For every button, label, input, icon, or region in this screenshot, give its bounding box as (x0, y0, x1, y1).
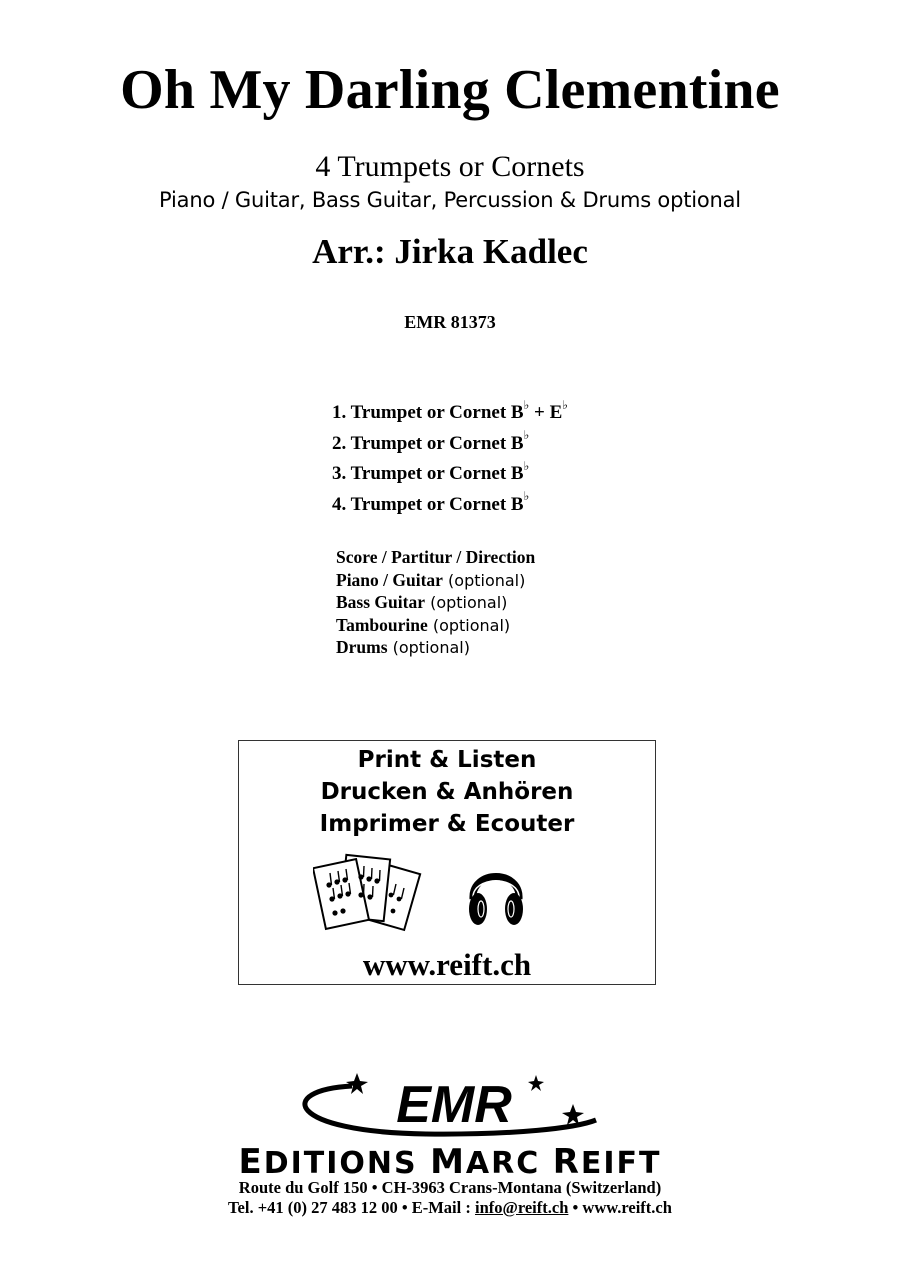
part-item: 3. Trumpet or Cornet B♭ (332, 458, 530, 484)
extra-item: Score / Partitur / Direction (336, 547, 536, 567)
brand-name: EDITIONS MARC REIFT (238, 1142, 662, 1182)
promo-line-print-listen: Print & Listen (357, 747, 537, 773)
sheet-music-icon (313, 851, 425, 941)
email-link[interactable]: info@reift.ch (474, 1198, 569, 1217)
extra-item: Drums (optional) (336, 637, 470, 658)
part-item: 4. Trumpet or Cornet B♭ (332, 489, 530, 515)
promo-url-link[interactable]: www.reift.ch (362, 947, 532, 982)
part-item: 1. Trumpet or Cornet B♭ + E♭ (332, 397, 568, 423)
publisher-contact: Tel. +41 (0) 27 483 12 00 • E-Mail : info@reift.ch • www.reift.ch (228, 1198, 672, 1217)
parts-list (332, 397, 568, 522)
emr-logo (236, 1072, 666, 1144)
arranger: Arr.: Jirka Kadlec (312, 232, 588, 271)
catalog-number: EMR 81373 (404, 312, 496, 332)
part-item: 2. Trumpet or Cornet B♭ (332, 428, 530, 454)
promo-line-imprimer: Imprimer & Ecouter (319, 811, 575, 837)
page-title: Oh My Darling Clementine (120, 59, 780, 121)
headphones-icon (465, 855, 527, 931)
extra-item: Tambourine (optional) (336, 614, 511, 635)
subtitle: 4 Trumpets or Cornets (315, 150, 585, 183)
optional-instruments: Piano / Guitar, Bass Guitar, Percussion & Drums optional (159, 188, 741, 212)
publisher-address: Route du Golf 150 • CH-3963 Crans-Montana (Switzerland) (238, 1178, 662, 1197)
extra-item: Bass Guitar (optional) (336, 592, 508, 613)
extra-parts-list (336, 546, 535, 659)
svg-text:EMR: EMR (396, 1076, 512, 1134)
promo-line-drucken: Drucken & Anhören (320, 779, 574, 805)
extra-item: Piano / Guitar (optional) (336, 569, 526, 590)
print-listen-box[interactable] (238, 740, 656, 985)
